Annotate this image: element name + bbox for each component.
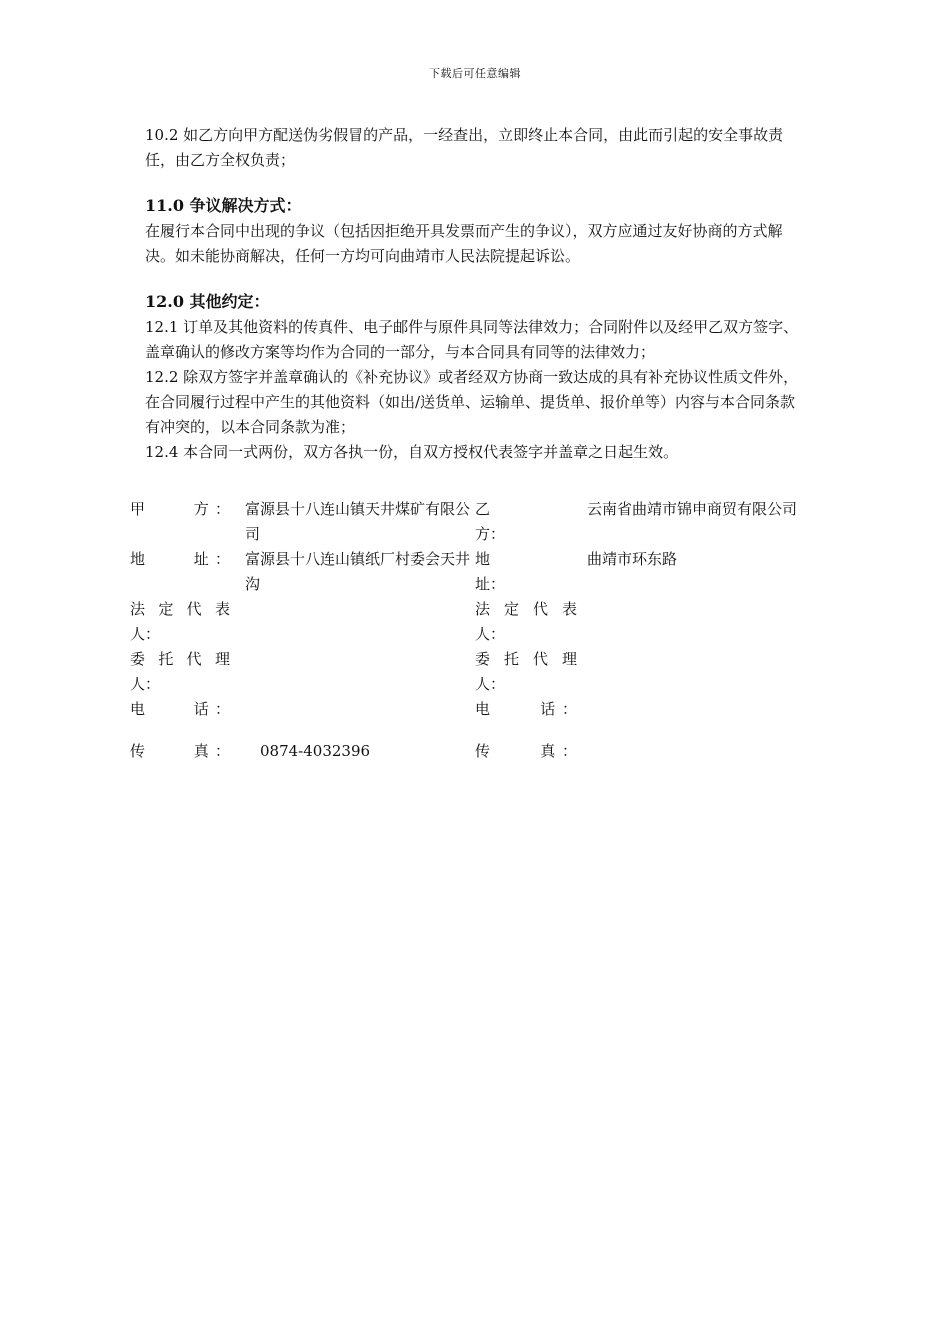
fax-b-label: 传 真： (475, 742, 577, 760)
party-b-value: 云南省曲靖市锦申商贸有限公司 (587, 500, 798, 518)
clause-12-2: 12.2 除双方签字并盖章确认的《补充协议》或者经双方协商一致达成的具有补充协议性质文件外，在合同履行过程中产生的其他资料（如出/送货单、运输单、提货单、报价单等）内容与本合同条款有冲突的，以本合同条款为准； (145, 368, 799, 436)
signature-row-spacer (130, 722, 810, 739)
signature-row-legal-rep (130, 597, 810, 647)
legal-rep-b-label (475, 597, 587, 647)
signature-row-address (130, 547, 810, 597)
legal-rep-a-label-line1: 法定代表 (130, 600, 230, 618)
address-b-value: 曲靖市环东路 (587, 550, 678, 568)
fax-b-value (587, 739, 810, 764)
phone-a-label: 电 话： (130, 700, 230, 718)
phone-b-label: 电 话： (475, 700, 577, 718)
section-11-title: 11.0 争议解决方式： (145, 196, 302, 215)
party-b-label-line2: 方： (475, 525, 506, 543)
agent-a-value (245, 647, 475, 697)
spacer (145, 173, 810, 193)
fax-a-value: 0874-4032396 (260, 742, 371, 760)
signature-row-agent (130, 647, 810, 697)
section-11-body: 在履行本合同中出现的争议（包括因拒绝开具发票而产生的争议），双方应通过友好协商的方式解决。如未能协商解决，任何一方均可向曲靖市人民法院提起诉讼。 (145, 222, 783, 265)
agent-a-label-line2: 人： (130, 675, 161, 693)
signature-row-party (130, 497, 810, 547)
legal-rep-a-label (130, 597, 245, 647)
spacer (145, 269, 810, 289)
legal-rep-b-label-line2: 人： (475, 625, 506, 643)
clause-12-1: 12.1 订单及其他资料的传真件、电子邮件与原件具同等法律效力；合同附件以及经甲乙双方签字、盖章确认的修改方案等均作为合同的一部分，与本合同具有同等的法律效力； (145, 318, 799, 361)
legal-rep-b-label-line1: 法定代表 (475, 600, 577, 618)
legal-rep-a-label-line2: 人： (130, 625, 161, 643)
agent-b-label (475, 647, 587, 697)
phone-b-value (587, 697, 810, 722)
legal-rep-b-value (587, 597, 810, 647)
legal-rep-a-value (245, 597, 475, 647)
contract-body (145, 123, 810, 465)
address-a-label: 地 址： (130, 550, 230, 568)
address-b-label-line2: 址： (475, 575, 506, 593)
address-a-value: 富源县十八连山镇纸厂村委会天井沟 (245, 550, 471, 593)
party-a-value: 富源县十八连山镇天井煤矿有限公司 (245, 500, 471, 543)
fax-a-label: 传 真： (130, 742, 230, 760)
agent-a-label (130, 647, 245, 697)
clause-12-4: 12.4 本合同一式两份，双方各执一份，自双方授权代表签字并盖章之日起生效。 (145, 443, 679, 461)
agent-b-value (587, 647, 810, 697)
section-12-title: 12.0 其他约定： (145, 292, 270, 311)
clause-10-2: 10.2 如乙方向甲方配送伪劣假冒的产品，一经查出，立即终止本合同，由此而引起的安全事故责任，由乙方全权负责； (145, 126, 784, 169)
party-b-label (475, 497, 587, 547)
party-b-label-line1: 乙 (475, 500, 491, 518)
phone-a-value (245, 697, 475, 722)
agent-a-label-line1: 委托代理 (130, 650, 230, 668)
address-b-label-line1: 地 (475, 550, 491, 568)
signature-row-phone (130, 697, 810, 722)
party-a-label: 甲 方： (130, 500, 230, 518)
header-note: 下载后可任意编辑 (429, 67, 521, 80)
agent-b-label-line1: 委托代理 (475, 650, 577, 668)
address-b-label (475, 547, 587, 597)
signature-row-fax (130, 739, 810, 764)
agent-b-label-line2: 人： (475, 675, 506, 693)
signature-table (130, 497, 810, 764)
